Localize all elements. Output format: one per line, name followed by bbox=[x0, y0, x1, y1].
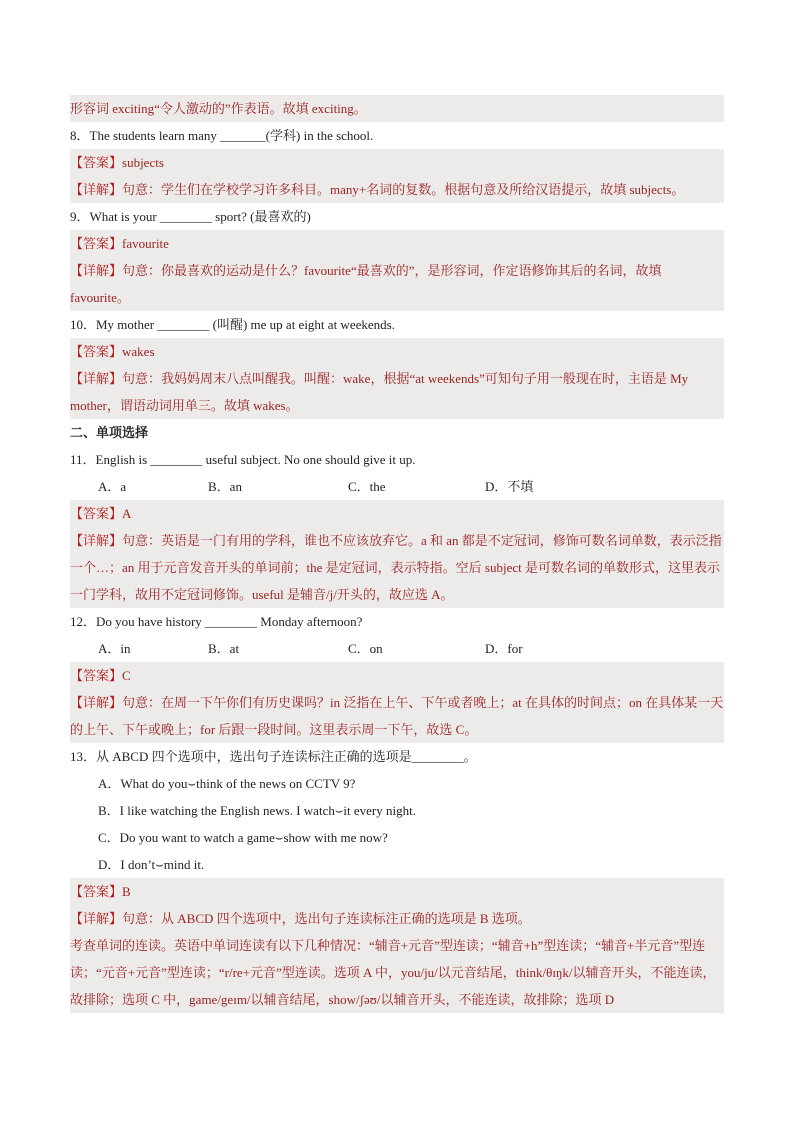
question-text: 9．What is your ________ sport? (最喜欢的) bbox=[70, 209, 311, 224]
option-line-c bbox=[70, 824, 724, 851]
detail-continuation bbox=[70, 95, 724, 122]
option-text: A．What do you⌣think of the news on CCTV 9? bbox=[98, 776, 356, 791]
detail-text: 句意：从 ABCD 四个选项中，选出句子连读标注正确的选项是 B 选项。 bbox=[122, 911, 531, 926]
detail-text: 句意：你最喜欢的运动是什么？favourite“最喜欢的”，是形容词，作定语修饰其后的名词，故填 favourite。 bbox=[70, 263, 662, 305]
answer-label: 【答案】 bbox=[70, 236, 123, 251]
option-line-b bbox=[70, 797, 724, 824]
detail-13-continuation bbox=[70, 932, 724, 1013]
question-text: 13．从 ABCD 四个选项中，选出句子连读标注正确的选项是________。 bbox=[70, 749, 477, 764]
answer-12 bbox=[70, 662, 724, 689]
detail-text: 句意：学生们在学校学习许多科目。many+名词的复数。根据句意及所给汉语提示，故填 subjects。 bbox=[122, 182, 685, 197]
detail-label: 【详解】 bbox=[70, 911, 123, 926]
question-text: 11．English is ________ useful subject. No one should give it up. bbox=[70, 452, 416, 467]
detail-label: 【详解】 bbox=[70, 263, 123, 278]
detail-11 bbox=[70, 527, 724, 608]
option-text: C．Do you want to watch a game⌣show with me now? bbox=[98, 830, 388, 845]
question-text: 12．Do you have history ________ Monday afternoon? bbox=[70, 614, 363, 629]
detail-9 bbox=[70, 257, 724, 311]
answer-text: C bbox=[122, 668, 131, 683]
answer-text: wakes bbox=[122, 344, 155, 359]
question-8 bbox=[70, 122, 724, 149]
section-heading bbox=[70, 419, 724, 446]
answer-8 bbox=[70, 149, 724, 176]
option-text: D．I don’t⌣mind it. bbox=[98, 857, 205, 872]
question-12 bbox=[70, 608, 724, 635]
document-page bbox=[70, 95, 724, 1013]
options-11 bbox=[70, 473, 724, 500]
option-d: D．for bbox=[485, 641, 523, 656]
detail-label: 【详解】 bbox=[70, 695, 123, 710]
detail-label: 【详解】 bbox=[70, 371, 123, 386]
detail-label: 【详解】 bbox=[70, 182, 123, 197]
answer-13 bbox=[70, 878, 724, 905]
option-b: B．at bbox=[208, 641, 240, 656]
detail-label: 【详解】 bbox=[70, 533, 123, 548]
question-10 bbox=[70, 311, 724, 338]
answer-label: 【答案】 bbox=[70, 668, 123, 683]
answer-label: 【答案】 bbox=[70, 884, 123, 899]
section-title: 二、单项选择 bbox=[70, 425, 149, 440]
option-line-d bbox=[70, 851, 724, 878]
detail-10 bbox=[70, 365, 724, 419]
answer-label: 【答案】 bbox=[70, 155, 123, 170]
option-a: A．in bbox=[98, 641, 131, 656]
question-11 bbox=[70, 446, 724, 473]
detail-text: 形容词 exciting“令人激动的”作表语。故填 exciting。 bbox=[70, 101, 367, 116]
question-13 bbox=[70, 743, 724, 770]
answer-text: favourite bbox=[122, 236, 169, 251]
answer-11 bbox=[70, 500, 724, 527]
detail-text: 句意：英语是一门有用的学科，谁也不应该放弃它。a 和 an 都是不定冠词，修饰可数名词单数，表示泛指一个…；an 用于元音发音开头的单词前；the 是定冠词，表示特指。空后 subject 是可数名词的单数形式，这里表示一门学科，故用不定冠词修饰。useful 是辅音/j/开头的，故应选 A。 bbox=[70, 533, 722, 602]
option-c: C．the bbox=[348, 479, 386, 494]
option-c: C．on bbox=[348, 641, 383, 656]
question-text: 8．The students learn many _______(学科) in the school. bbox=[70, 128, 374, 143]
detail-13 bbox=[70, 905, 724, 932]
answer-text: B bbox=[122, 884, 131, 899]
detail-text: 句意：在周一下午你们有历史课吗？in 泛指在上午、下午或者晚上；at 在具体的时间点；on 在具体某一天的上午、下午或晚上；for 后跟一段时间。这里表示周一下午，故选 C。 bbox=[70, 695, 724, 737]
question-9 bbox=[70, 203, 724, 230]
answer-label: 【答案】 bbox=[70, 344, 123, 359]
answer-9 bbox=[70, 230, 724, 257]
detail-text: 句意：我妈妈周末八点叫醒我。叫醒：wake，根据“at weekends”可知句子用一般现在时，主语是 My mother，谓语动词用单三。故填 wakes。 bbox=[70, 371, 689, 413]
question-text: 10．My mother ________ (叫醒) me up at eight at weekends. bbox=[70, 317, 395, 332]
answer-label: 【答案】 bbox=[70, 506, 123, 521]
detail-text: 考查单词的连读。英语中单词连读有以下几种情况：“辅音+元音”型连读；“辅音+h”型连读；“辅音+半元音”型连读；“元音+元音”型连读；“r/re+元音”型连读。选项 A 中，you/ju/以元音结尾，think/θɪŋk/以辅音开头，不能连读，故排除；选项 C 中，game/geɪm/以辅音结尾，show/ʃəʊ/以辅音开头，不能连读，故排除；选项 D bbox=[70, 938, 716, 1007]
option-text: B．I like watching the English news. I watch⌣it every night. bbox=[98, 803, 416, 818]
answer-10 bbox=[70, 338, 724, 365]
answer-text: subjects bbox=[122, 155, 164, 170]
options-12 bbox=[70, 635, 724, 662]
option-d: D．不填 bbox=[485, 479, 534, 494]
option-line-a bbox=[70, 770, 724, 797]
detail-8 bbox=[70, 176, 724, 203]
option-b: B．an bbox=[208, 479, 242, 494]
option-a: A．a bbox=[98, 479, 127, 494]
answer-text: A bbox=[122, 506, 132, 521]
detail-12 bbox=[70, 689, 724, 743]
